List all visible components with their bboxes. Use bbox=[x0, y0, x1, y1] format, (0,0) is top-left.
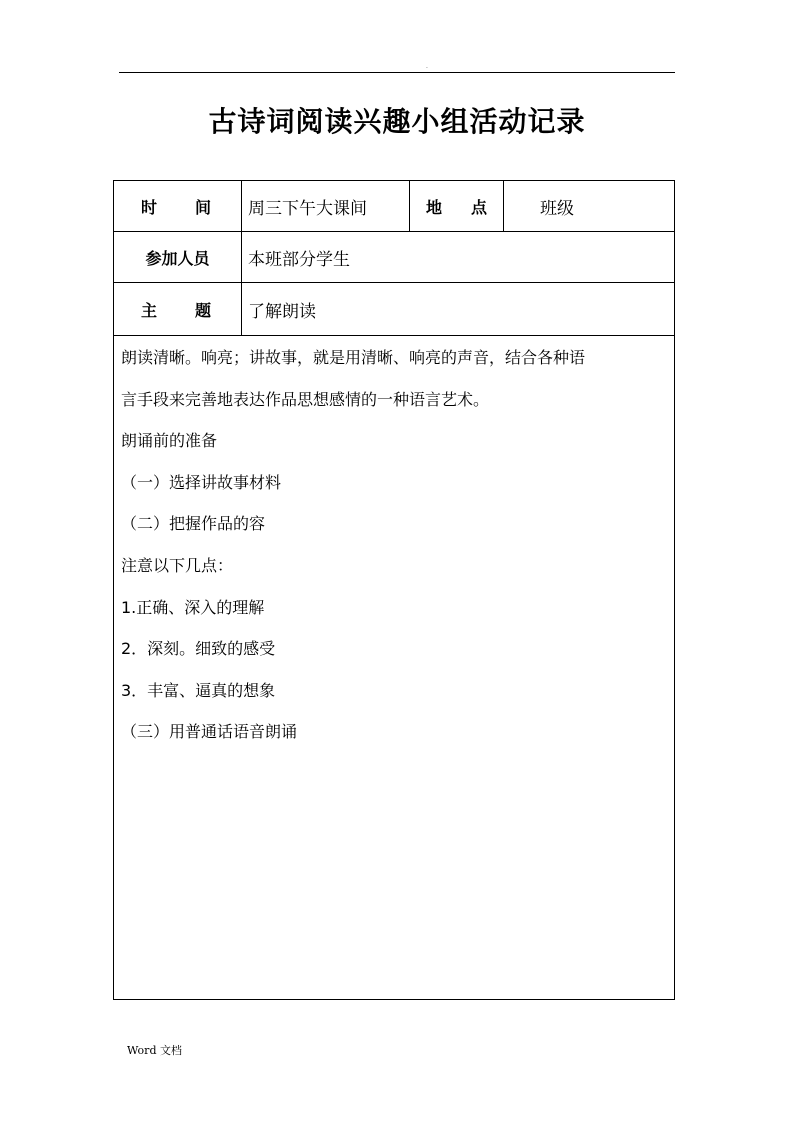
topic-label-char-2: 题 bbox=[194, 300, 211, 320]
place-label-cell bbox=[410, 181, 504, 232]
time-label-cell bbox=[114, 181, 242, 232]
content-line: （一）选择讲故事材料 bbox=[121, 472, 282, 492]
content-line: 言手段来完善地表达作品思想感情的一种语言艺术。 bbox=[121, 389, 490, 409]
content-line: 3．丰富、逼真的想象 bbox=[121, 680, 276, 700]
page-title: 古诗词阅读兴趣小组活动记录 bbox=[208, 105, 586, 138]
time-label-char-2: 间 bbox=[194, 197, 211, 217]
place-label-char-1: 地 bbox=[426, 197, 443, 217]
place-label-char-2: 点 bbox=[470, 197, 487, 217]
content-line: 注意以下几点： bbox=[121, 555, 234, 575]
time-label-char-1: 时 bbox=[141, 197, 158, 217]
footer-text: Word 文档 bbox=[127, 1044, 182, 1057]
topic-row bbox=[114, 283, 675, 336]
header-dot: . bbox=[426, 63, 428, 70]
content-line: 朗诵前的准备 bbox=[121, 431, 218, 451]
content-cell bbox=[114, 336, 675, 1000]
content-line: 1.正确、深入的理解 bbox=[121, 597, 265, 617]
participants-value: 本班部分学生 bbox=[242, 232, 675, 283]
place-value: 班级 bbox=[504, 181, 675, 232]
participants-label: 参加人员 bbox=[114, 232, 242, 283]
content-line: （二）把握作品的容 bbox=[121, 514, 266, 534]
activity-record-table bbox=[113, 180, 675, 1000]
participants-row bbox=[114, 232, 675, 283]
topic-value: 了解朗读 bbox=[242, 283, 675, 336]
topic-label-cell bbox=[114, 283, 242, 336]
content-line: 朗读清晰。响亮；讲故事，就是用清晰、响亮的声音，结合各种语 bbox=[121, 348, 586, 367]
header-rule bbox=[119, 72, 675, 73]
content-line: （三）用普通话语音朗诵 bbox=[121, 722, 298, 742]
time-value: 周三下午大课间 bbox=[242, 181, 410, 232]
topic-label-char-1: 主 bbox=[141, 300, 158, 320]
content-line: 2．深刻。细致的感受 bbox=[121, 639, 276, 659]
time-row bbox=[114, 181, 675, 232]
content-row bbox=[114, 336, 675, 1000]
